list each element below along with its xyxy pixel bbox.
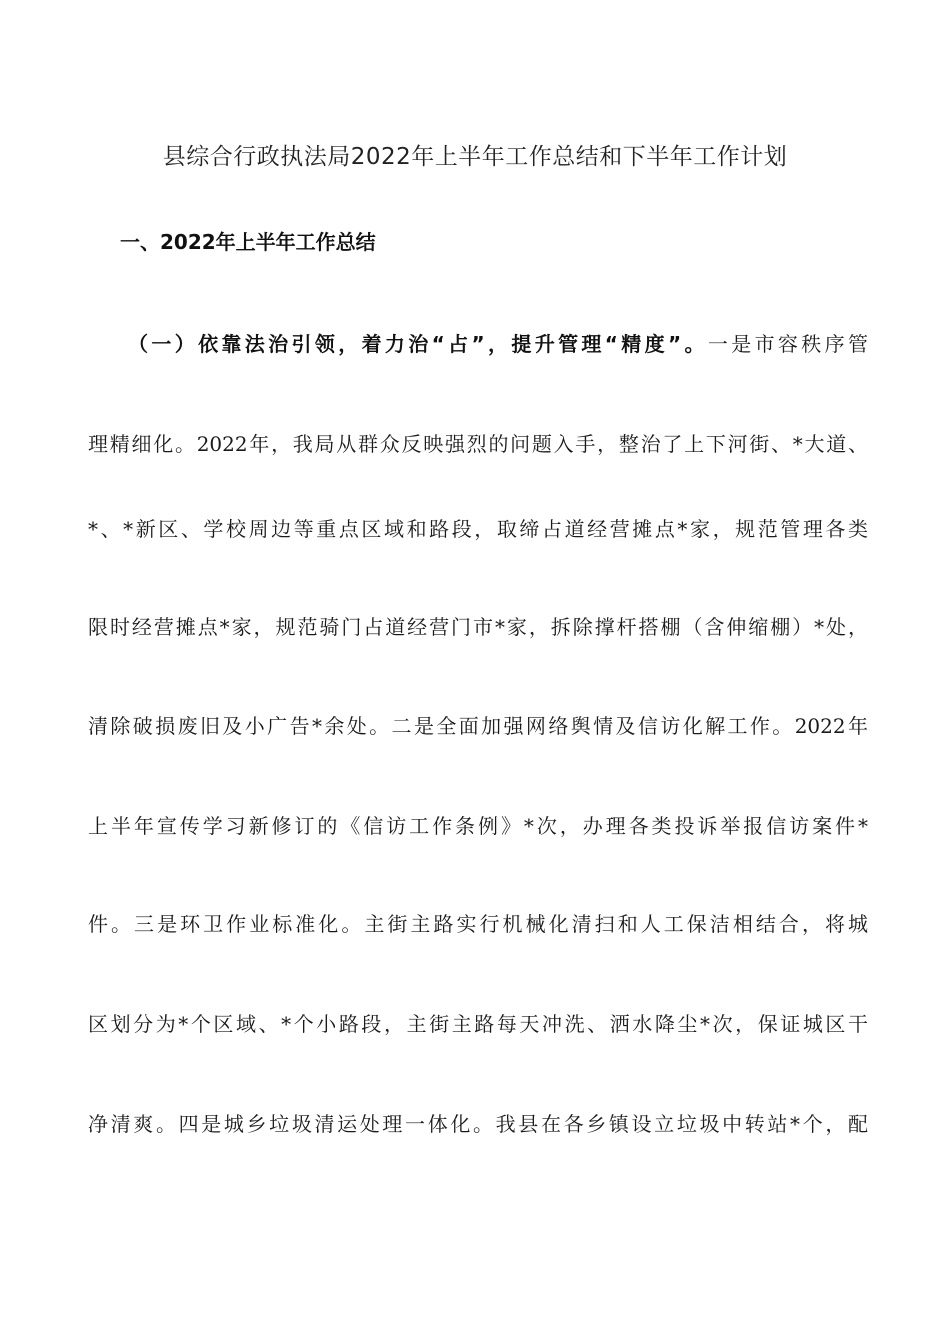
paragraph-line: *、*新区、学校周边等重点区域和路段，取缔占道经营摊点*家，规范管理各类 bbox=[88, 517, 868, 541]
paragraph-text: 一是市容秩序管 bbox=[707, 332, 869, 356]
paragraph-line: 理精细化。2022年，我局从群众反映强烈的问题入手，整治了上下河街、*大道、 bbox=[88, 432, 868, 456]
document-title: 县综合行政执法局2022年上半年工作总结和下半年工作计划 bbox=[162, 144, 788, 170]
paragraph-line: 区划分为*个区域、*个小路段，主街主路每天冲洗、洒水降尘*次，保证城区干 bbox=[88, 1012, 868, 1036]
section-heading: 一、2022年上半年工作总结 bbox=[120, 230, 376, 254]
paragraph-line: 件。三是环卫作业标准化。主街主路实行机械化清扫和人工保洁相结合，将城 bbox=[88, 912, 868, 936]
paragraph-subheading: （一）依靠法治引领，着力治“占”，提升管理“精度”。 bbox=[128, 332, 708, 356]
paragraph-line: 清除破损废旧及小广告*余处。二是全面加强网络舆情及信访化解工作。2022年 bbox=[88, 714, 868, 738]
paragraph-line: 净清爽。四是城乡垃圾清运处理一体化。我县在各乡镇设立垃圾中转站*个，配 bbox=[88, 1112, 868, 1136]
paragraph-line: 上半年宣传学习新修订的《信访工作条例》*次，办理各类投诉举报信访案件* bbox=[88, 814, 868, 838]
paragraph-line bbox=[128, 330, 868, 358]
paragraph-line: 限时经营摊点*家，规范骑门占道经营门市*家，拆除撑杆搭棚（含伸缩棚）*处， bbox=[88, 615, 868, 639]
